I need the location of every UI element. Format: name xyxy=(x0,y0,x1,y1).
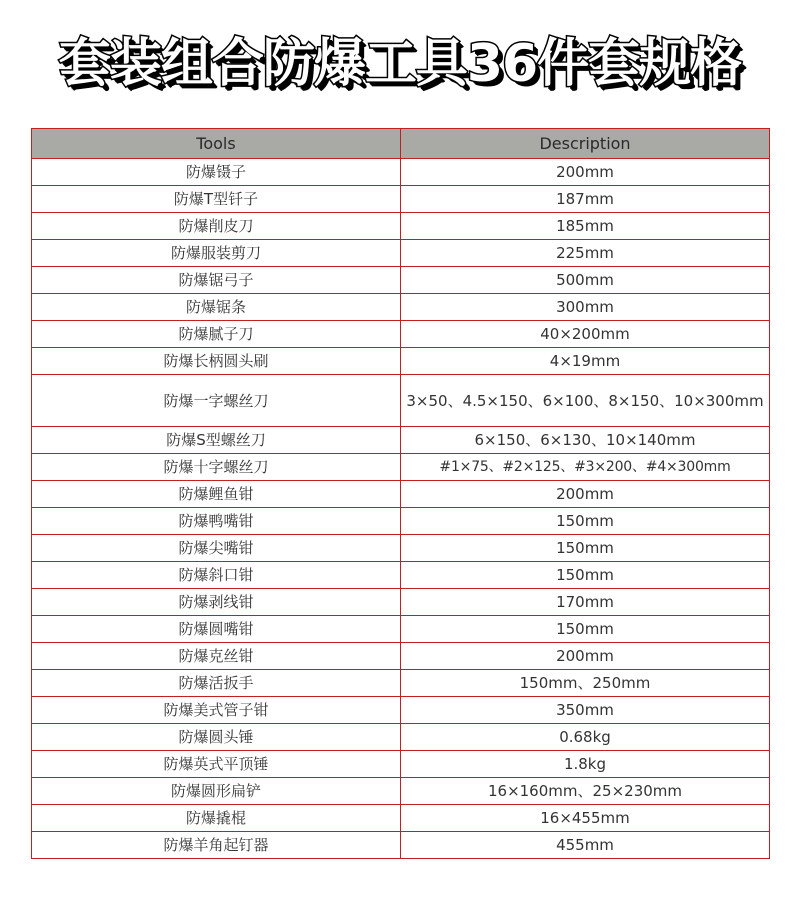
tool-description: 150mm xyxy=(401,535,770,562)
table-row xyxy=(32,240,770,267)
tool-description: 16×455mm xyxy=(401,805,770,832)
tool-name: 防爆美式管子钳 xyxy=(32,697,401,724)
tool-name: 防爆克丝钳 xyxy=(32,643,401,670)
tool-description: 4×19mm xyxy=(401,348,770,375)
tool-name: 防爆圆嘴钳 xyxy=(32,616,401,643)
table-row xyxy=(32,348,770,375)
table-row xyxy=(32,832,770,859)
tool-name: 防爆S型螺丝刀 xyxy=(32,427,401,454)
table-row xyxy=(32,427,770,454)
table-row xyxy=(32,535,770,562)
spec-table xyxy=(31,128,770,859)
tool-name: 防爆鸭嘴钳 xyxy=(32,508,401,535)
tool-description: 300mm xyxy=(401,294,770,321)
table-row xyxy=(32,321,770,348)
tool-name: 防爆鲤鱼钳 xyxy=(32,481,401,508)
table-row xyxy=(32,643,770,670)
column-header-description: Description xyxy=(401,129,770,159)
tool-description: 200mm xyxy=(401,481,770,508)
tool-name: 防爆英式平顶锤 xyxy=(32,751,401,778)
tool-description: 150mm xyxy=(401,562,770,589)
page-title: 套装组合防爆工具36件套规格 xyxy=(58,34,742,94)
tool-description: 6×150、6×130、10×140mm xyxy=(401,427,770,454)
tool-description: 150mm xyxy=(401,508,770,535)
table-row xyxy=(32,481,770,508)
table-row xyxy=(32,562,770,589)
table-row xyxy=(32,751,770,778)
tool-description: 40×200mm xyxy=(401,321,770,348)
tool-description: #1×75、#2×125、#3×200、#4×300mm xyxy=(401,454,770,481)
tool-name: 防爆锯条 xyxy=(32,294,401,321)
table-row xyxy=(32,294,770,321)
tool-name: 防爆斜口钳 xyxy=(32,562,401,589)
tool-name: 防爆剥线钳 xyxy=(32,589,401,616)
tool-name: 防爆圆头锤 xyxy=(32,724,401,751)
tool-description: 170mm xyxy=(401,589,770,616)
tool-name: 防爆羊角起钉器 xyxy=(32,832,401,859)
table-row xyxy=(32,213,770,240)
table-row xyxy=(32,454,770,481)
table-row xyxy=(32,375,770,427)
table-row xyxy=(32,267,770,294)
table-row xyxy=(32,186,770,213)
column-header-tools: Tools xyxy=(32,129,401,159)
tool-name: 防爆长柄圆头刷 xyxy=(32,348,401,375)
tool-description: 455mm xyxy=(401,832,770,859)
tool-name: 防爆一字螺丝刀 xyxy=(32,375,401,427)
tool-name: 防爆尖嘴钳 xyxy=(32,535,401,562)
tool-description: 0.68kg xyxy=(401,724,770,751)
table-row xyxy=(32,724,770,751)
tool-name: 防爆削皮刀 xyxy=(32,213,401,240)
table-header-row xyxy=(32,129,770,159)
tool-description: 150mm、250mm xyxy=(401,670,770,697)
tool-name: 防爆镊子 xyxy=(32,159,401,186)
table-row xyxy=(32,616,770,643)
tool-description: 500mm xyxy=(401,267,770,294)
tool-name: 防爆撬棍 xyxy=(32,805,401,832)
tool-description: 16×160mm、25×230mm xyxy=(401,778,770,805)
tool-name: 防爆锯弓子 xyxy=(32,267,401,294)
tool-description: 225mm xyxy=(401,240,770,267)
tool-description: 187mm xyxy=(401,186,770,213)
tool-description: 200mm xyxy=(401,643,770,670)
tool-name: 防爆T型钎子 xyxy=(32,186,401,213)
table-row xyxy=(32,697,770,724)
table-row xyxy=(32,805,770,832)
tool-description: 200mm xyxy=(401,159,770,186)
tool-description: 150mm xyxy=(401,616,770,643)
tool-name: 防爆十字螺丝刀 xyxy=(32,454,401,481)
tool-description: 350mm xyxy=(401,697,770,724)
tool-description: 185mm xyxy=(401,213,770,240)
tool-name: 防爆服装剪刀 xyxy=(32,240,401,267)
tool-description: 1.8kg xyxy=(401,751,770,778)
table-row xyxy=(32,508,770,535)
table-row xyxy=(32,670,770,697)
table-row xyxy=(32,778,770,805)
tool-name: 防爆圆形扁铲 xyxy=(32,778,401,805)
tool-name: 防爆活扳手 xyxy=(32,670,401,697)
table-row xyxy=(32,159,770,186)
tool-description: 3×50、4.5×150、6×100、8×150、10×300mm xyxy=(401,375,770,427)
table-row xyxy=(32,589,770,616)
tool-name: 防爆腻子刀 xyxy=(32,321,401,348)
